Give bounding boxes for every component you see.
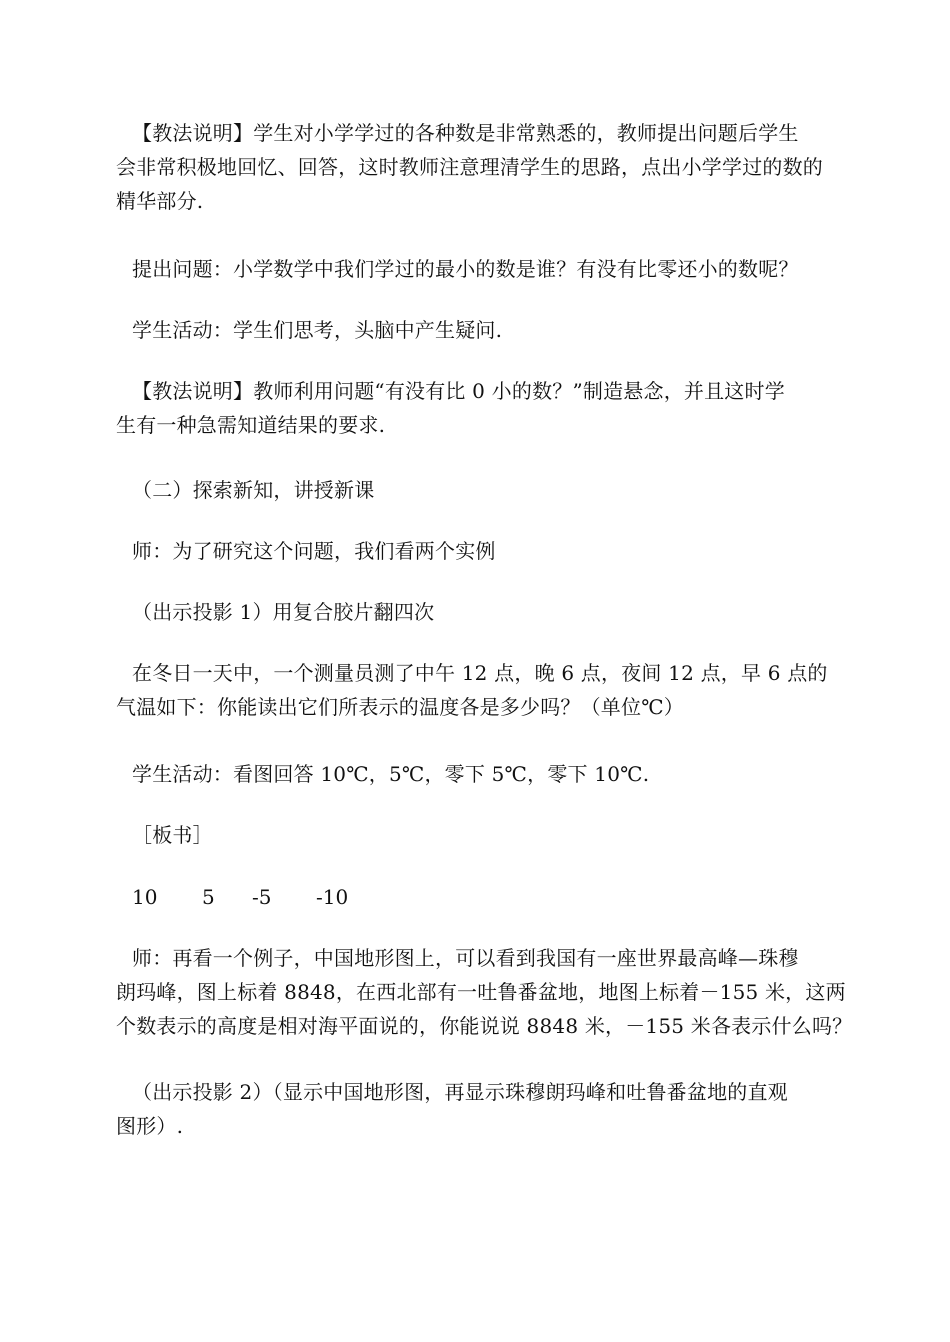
teacher-paragraph xyxy=(116,941,856,1043)
student-activity-paragraph xyxy=(116,757,856,791)
board-number: 10 xyxy=(132,885,158,909)
text-line: 【教法说明】教师利用问题“有没有比 0 小的数？”制造悬念，并且这时学 xyxy=(132,379,785,403)
example-paragraph xyxy=(116,656,856,724)
text-line: 【教法说明】学生对小学学过的各种数是非常熟悉的，教师提出问题后学生 xyxy=(132,121,799,145)
text-line: 学生活动：学生们思考，头脑中产生疑问. xyxy=(132,318,503,342)
text-line: （二）探索新知，讲授新课 xyxy=(132,478,375,502)
section-heading xyxy=(116,473,856,507)
method-note-paragraph xyxy=(116,374,856,442)
text-line: 师：为了研究这个问题，我们看两个实例 xyxy=(132,539,496,563)
text-line: （出示投影 2）（显示中国地形图，再显示珠穆朗玛峰和吐鲁番盆地的直观 xyxy=(132,1080,788,1104)
board-number: -5 xyxy=(252,885,272,909)
board-numbers xyxy=(132,880,376,914)
teacher-paragraph xyxy=(116,534,856,568)
text-line: 朗玛峰，图上标着 8848，在西北部有一吐鲁番盆地，地图上标着－155 米，这两 xyxy=(116,980,846,1004)
text-line: 图形）. xyxy=(116,1114,184,1138)
projection-paragraph xyxy=(116,1075,856,1143)
board-label xyxy=(116,818,856,852)
text-line: 师：再看一个例子，中国地形图上，可以看到我国有一座世界最高峰—珠穆 xyxy=(132,946,799,970)
board-number: -10 xyxy=(316,885,349,909)
text-line: 在冬日一天中，一个测量员测了中午 12 点，晚 6 点，夜间 12 点，早 6 点的 xyxy=(132,661,828,685)
text-line: （出示投影 1）用复合胶片翻四次 xyxy=(132,600,435,624)
text-line: 提出问题：小学数学中我们学过的最小的数是谁？有没有比零还小的数呢？ xyxy=(132,257,799,281)
text-line: 个数表示的高度是相对海平面说的，你能说说 8848 米，－155 米各表示什么吗？ xyxy=(116,1014,853,1038)
text-line: 气温如下：你能读出它们所表示的温度各是多少吗？（单位℃） xyxy=(116,695,684,719)
student-activity-paragraph xyxy=(116,313,856,347)
projection-paragraph xyxy=(116,595,856,629)
board-number: 5 xyxy=(202,885,215,909)
text-line: 会非常积极地回忆、回答，这时教师注意理清学生的思路，点出小学学过的数的 xyxy=(116,155,823,179)
method-note-paragraph xyxy=(116,116,856,218)
text-line: 精华部分. xyxy=(116,189,204,213)
text-line: 学生活动：看图回答 10℃，5℃，零下 5℃，零下 10℃. xyxy=(132,762,650,786)
text-line: ［板书］ xyxy=(132,823,213,847)
question-paragraph xyxy=(116,252,856,286)
text-line: 生有一种急需知道结果的要求. xyxy=(116,413,386,437)
